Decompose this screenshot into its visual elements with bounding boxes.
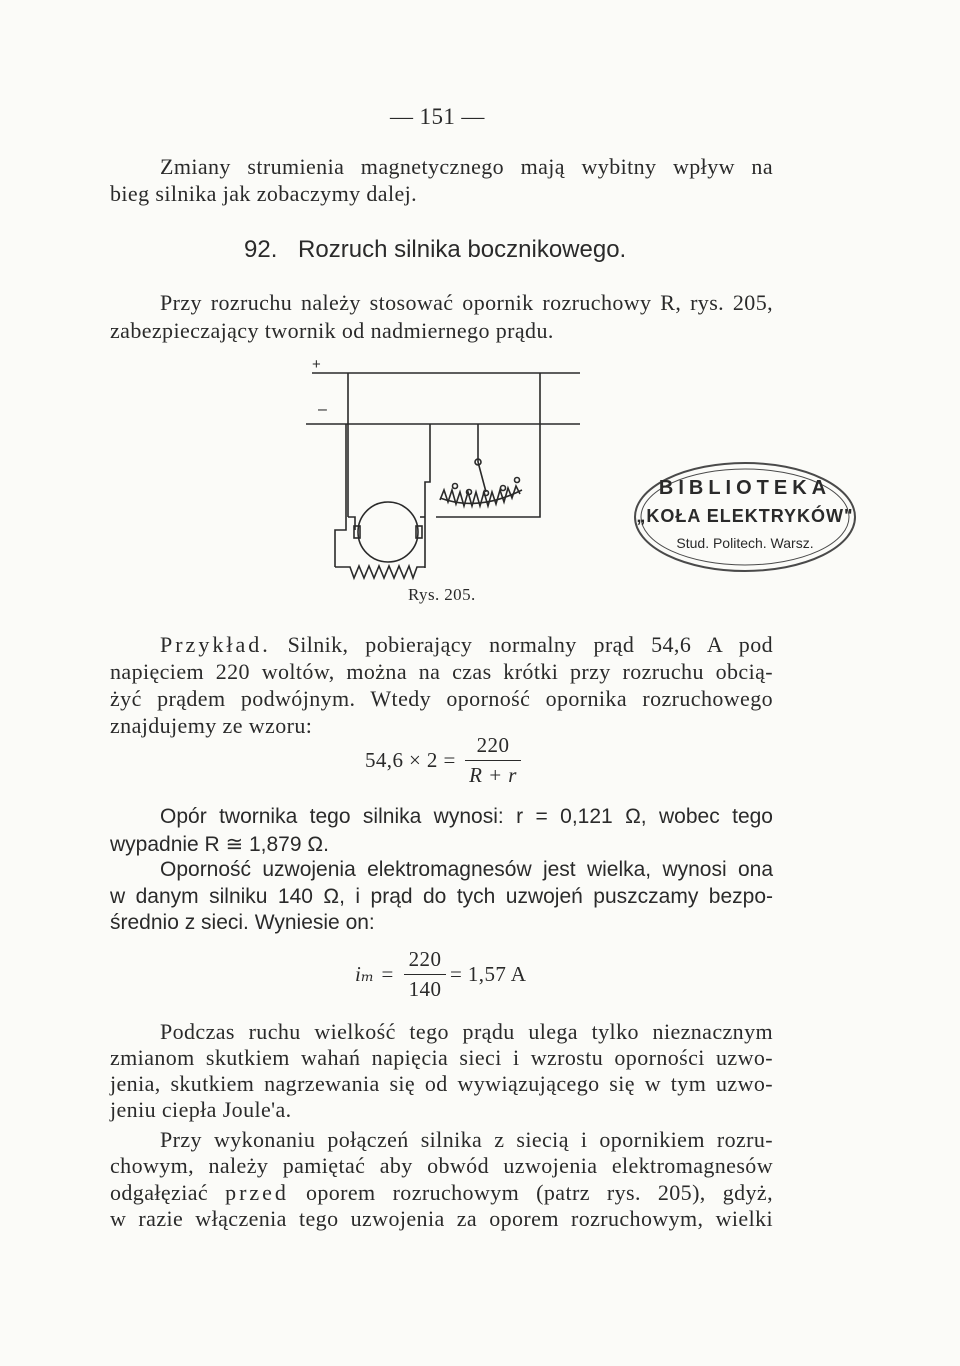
para4-line3: średnio z sieci. Wyniesie on: — [110, 911, 375, 934]
para6-line4: w razie włączenia tego uzwojenia za oporem rozruchowym, wielki — [110, 1206, 773, 1231]
para3-line2: wypadnie R ≅ 1,879 Ω. — [110, 833, 329, 856]
rheostat-arm — [478, 462, 486, 492]
example-line3: żyć prądem podwójnym. Wtedy oporność opornika rozruchowego — [110, 686, 773, 711]
contact — [467, 490, 472, 495]
right-feed — [425, 424, 430, 568]
plus-symbol: + — [312, 356, 321, 373]
para4-line2: w danym silniku 140 Ω, i prąd do tych uzwojeń puszczamy bezpo- — [110, 885, 773, 908]
field-feed — [335, 424, 346, 567]
contact — [484, 491, 489, 496]
para3-line1: Opór twornika tego silnika wynosi: r = 0,121 Ω, wobec tego — [160, 805, 773, 828]
para6-line3-b: przed — [225, 1180, 289, 1205]
stamp-bottom-text: Stud. Politech. Warsz. — [676, 535, 814, 551]
stamp-middle-text: „KOŁA ELEKTRYKÓW" — [636, 506, 854, 526]
formula1-denominator: R + r — [469, 763, 517, 787]
para6-line3-c: oporem rozruchowym (patrz rys. 205), gdyż, — [305, 1180, 773, 1205]
formula2-numerator: 220 — [404, 947, 446, 975]
contact — [515, 478, 520, 483]
example-line1 — [160, 632, 773, 658]
page-number: — 151 — — [390, 104, 485, 129]
section-number: 92. — [244, 236, 278, 263]
example-line1-text: Silnik, pobierający normalny prąd 54,6 A pod — [287, 632, 773, 657]
para5-line4: jeniu ciepła Joule'a. — [110, 1097, 292, 1122]
library-stamp — [630, 456, 860, 578]
formula2-lhs-text: iₘ = — [355, 962, 395, 986]
para5-line3: jenia, skutkiem nagrzewania się od wywiązującego się w tym uzwo- — [110, 1071, 773, 1096]
field-resistor — [335, 566, 425, 578]
para5-line2: zmianom skutkiem wahań napięcia sieci i wzrostu oporności uzwo- — [110, 1045, 773, 1070]
para5-line1: Podczas ruchu wielkość tego prądu ulega tylko nieznacznym — [160, 1019, 773, 1044]
section-title: Rozruch silnika bocznikowego. — [298, 236, 627, 263]
para6-line3-a: odgałęziać — [110, 1180, 209, 1205]
para2-line2: zabezpieczający twornik od nadmiernego prądu. — [110, 318, 554, 343]
para2-line1: Przy rozruchu należy stosować opornik rozruchowy R, rys. 205, — [160, 290, 773, 315]
example-line4: znajdujemy ze wzoru: — [110, 713, 313, 738]
para4-line1: Oporność uzwojenia elektromagnesów jest wielka, wynosi ona — [160, 858, 773, 881]
para6-line2: chowym, należy pamiętać aby obwód uzwojenia elektromagnesów — [110, 1153, 773, 1178]
example-line2: napięciem 220 woltów, można na czas krótki przy rozruchu obcią- — [110, 659, 773, 684]
formula1-numerator: 220 — [465, 733, 521, 761]
example-label: Przykład. — [160, 632, 271, 657]
para1-line1: Zmiany strumienia magnetycznego mają wybitny wpływ na — [160, 154, 773, 179]
formula1-lhs: 54,6 × 2 = — [365, 748, 456, 772]
para1-line2: bieg silnika jak zobaczymy dalej. — [110, 181, 418, 206]
formula2-lhs — [355, 962, 395, 987]
stamp-top-text: BIBLIOTEKA — [658, 477, 832, 499]
armature — [358, 502, 418, 562]
formula2-rhs: = 1,57 A — [450, 962, 527, 986]
formula1-fraction — [465, 733, 521, 788]
minus-symbol: – — [318, 401, 327, 418]
para6-line1: Przy wykonaniu połączeń silnika z siecią i opornikiem rozru- — [160, 1127, 773, 1152]
formula2-fraction — [404, 947, 446, 1002]
formula2-denominator: 140 — [408, 977, 442, 1001]
contact — [453, 484, 458, 489]
figure-caption: Rys. 205. — [408, 585, 476, 604]
contact — [501, 486, 506, 491]
para6-line3 — [110, 1180, 773, 1206]
